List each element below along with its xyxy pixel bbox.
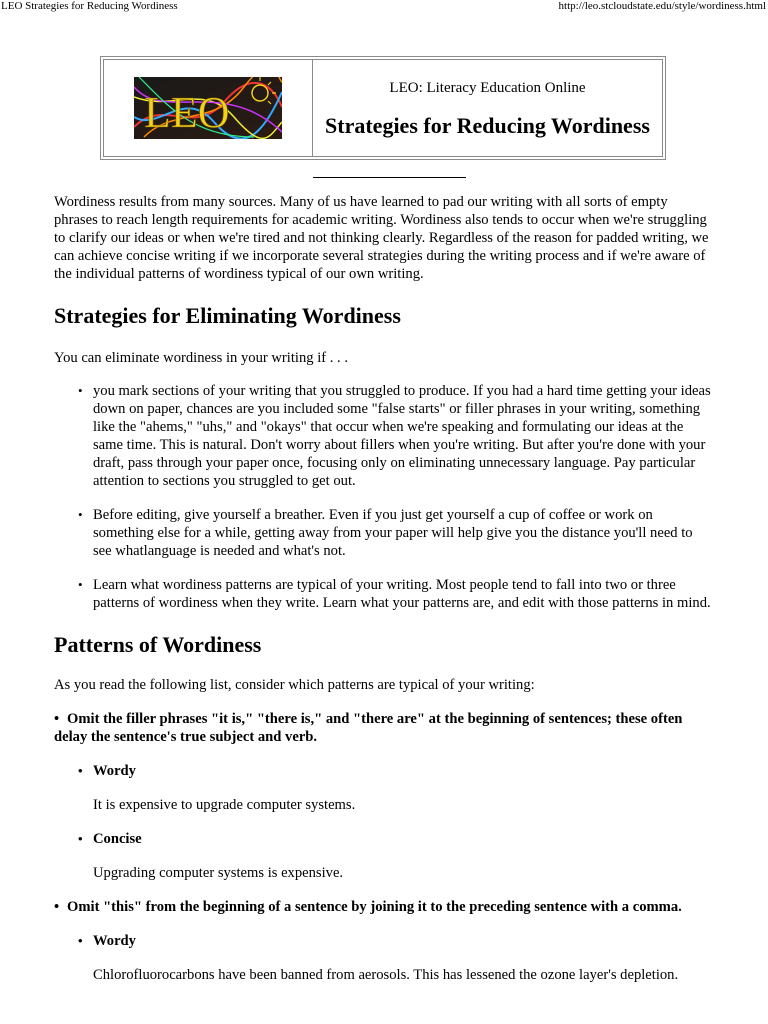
wordy-example: Chlorofluorocarbons have been banned from aerosols. This has lessened the ozone layer's depletion. xyxy=(93,967,679,983)
list-item: • you mark sections of your writing that you struggled to produce. If you had a hard time getting your ideas down on paper, chances are you included some "false starts" or filler phrases in your writing, something like the "ahems," "uhs," and "okays" that occur when we're speaking and formulating our ideas at the same time. This is natural. Don't worry about fillers when you're writing. But after you're done with your draft, pass through your paper once, focusing only on eliminating unnecessary language. Pay particular attention to sections you struggled to get out. xyxy=(54,382,714,490)
list-item: • Before editing, give yourself a breather. Even if you just get yourself a cup of coffee or work on something else for a while, getting away from your paper will help give you the distance you'll need to see whatlanguage is needed and what's not. xyxy=(54,506,714,560)
rule-2-examples xyxy=(54,932,714,950)
divider xyxy=(313,177,466,178)
banner-title-cell xyxy=(313,60,662,156)
rule-1-examples xyxy=(54,762,714,780)
wordy-label: • Wordy xyxy=(54,762,714,780)
rule-1-text: Omit the filler phrases "it is," "there is," and "there are" at the beginning of sentences; these often delay the sentence's true subject and verb. xyxy=(54,711,683,745)
logo-cell xyxy=(104,60,313,156)
wordy-label: • Wordy xyxy=(54,932,714,950)
concise-label: • Concise xyxy=(54,830,714,848)
section-heading-strategies: Strategies for Eliminating Wordiness xyxy=(54,303,401,328)
logo-text: LEO xyxy=(144,88,230,137)
intro-paragraph: Wordiness results from many sources. Many of us have learned to pad our writing with all sorts of empty phrases to reach length requirements for academic writing. Wordiness also tends to occur when we're struggling to clarify our ideas or when we're tired and not thinking clearly. Regardless of the reason for padded writing, we can achieve concise writing if we incorporate several strategies during the writing process and if we're aware of the individual patterns of wordiness typical of our own writing. xyxy=(54,194,709,282)
page-banner xyxy=(100,56,666,160)
rule-2-text: Omit "this" from the beginning of a sentence by joining it to the preceding sentence with a comma. xyxy=(67,899,682,915)
article-body xyxy=(54,193,714,984)
print-header-url[interactable]: http://leo.stcloudstate.edu/style/wordiness.html xyxy=(558,0,766,12)
leo-logo[interactable] xyxy=(134,77,282,139)
wordy-example: It is expensive to upgrade computer systems. xyxy=(93,797,356,813)
rule-2 xyxy=(54,898,714,916)
strategies-list xyxy=(54,382,714,612)
print-header xyxy=(0,0,768,14)
strategies-lead: You can eliminate wordiness in your writing if . . . xyxy=(54,350,349,366)
page-title: Strategies for Reducing Wordiness xyxy=(325,113,650,138)
site-name: LEO: Literacy Education Online xyxy=(389,80,586,96)
rule-1 xyxy=(54,710,714,746)
concise-example: Upgrading computer systems is expensive. xyxy=(93,865,344,881)
print-header-title: LEO Strategies for Reducing Wordiness xyxy=(1,0,178,12)
list-item: • Learn what wordiness patterns are typical of your writing. Most people tend to fall into two or three patterns of wordiness when they write. Learn what your patterns are, and edit with those patterns in mind. xyxy=(54,576,714,612)
bullet-icon: • xyxy=(54,899,60,915)
section-heading-patterns: Patterns of Wordiness xyxy=(54,632,262,657)
bullet-icon: • xyxy=(54,711,60,727)
patterns-lead: As you read the following list, consider which patterns are typical of your writing: xyxy=(54,677,535,693)
